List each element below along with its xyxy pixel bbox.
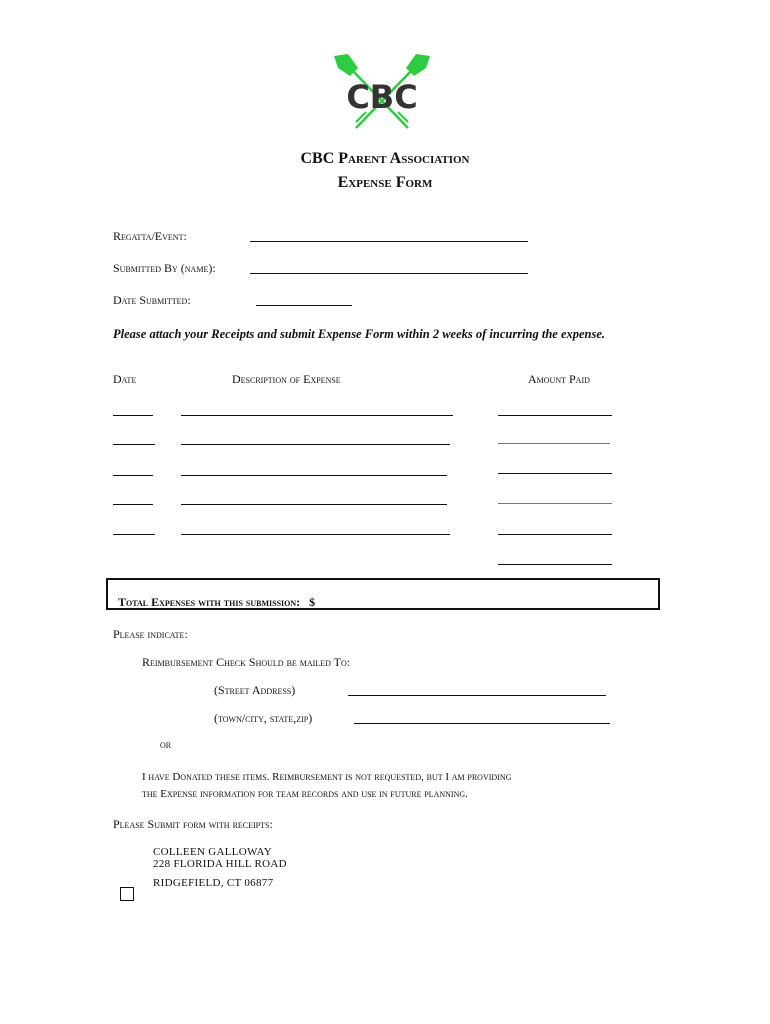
total-label [118, 595, 315, 610]
cbc-logo [326, 52, 438, 132]
amount-field-3[interactable] [498, 473, 612, 474]
description-field-1[interactable] [181, 415, 453, 416]
amount-field-4[interactable] [498, 503, 612, 504]
description-field-4[interactable] [181, 504, 447, 505]
date-field-1[interactable] [113, 415, 153, 416]
amount-field-6[interactable] [498, 564, 612, 565]
currency-symbol: $ [309, 595, 316, 609]
town-label: (town/city, state,zip) [214, 711, 313, 725]
submitted-by-field[interactable] [250, 273, 528, 274]
address-street: 228 FLORIDA HILL ROAD [153, 858, 287, 870]
submit-heading: Please Submit form with receipts: [113, 817, 273, 831]
regatta-label: Regatta/Event: [113, 229, 187, 243]
donated-line-2: the Expense information for team records and use in future planning. [142, 788, 468, 800]
or-text: or [160, 739, 172, 751]
date-submitted-field[interactable] [256, 305, 352, 306]
please-indicate: Please indicate: [113, 627, 188, 641]
amount-field-2[interactable] [498, 443, 610, 444]
town-field[interactable] [354, 723, 610, 724]
description-header: Description of Expense [232, 372, 341, 386]
date-field-5[interactable] [113, 534, 155, 535]
date-header: Date [113, 372, 137, 386]
donated-line-1: I have Donated these items. Reimbursement is not requested, but I am providing [142, 771, 512, 783]
date-field-4[interactable] [113, 504, 153, 505]
description-field-5[interactable] [181, 534, 450, 535]
form-title-line2: Expense Form [337, 174, 433, 191]
submitted-by-label: Submitted By (name): [113, 261, 216, 275]
total-box [106, 578, 660, 610]
logo-text: CBC [346, 78, 418, 116]
date-field-3[interactable] [113, 475, 153, 476]
date-field-2[interactable] [113, 444, 155, 445]
description-field-2[interactable] [181, 444, 450, 445]
donated-checkbox[interactable] [120, 887, 134, 901]
form-title-line1: CBC Parent Association [300, 150, 470, 167]
address-city: RIDGEFIELD, CT 06877 [153, 877, 274, 889]
street-field[interactable] [348, 695, 606, 696]
street-label: (Street Address) [214, 683, 296, 697]
description-field-3[interactable] [181, 475, 447, 476]
amount-header: Amount Paid [528, 372, 590, 386]
date-submitted-label: Date Submitted: [113, 293, 191, 307]
instructions: Please attach your Receipts and submit Expense Form within 2 weeks of incurring the expense. [113, 327, 606, 341]
address-name: COLLEEN GALLOWAY [153, 846, 272, 858]
amount-field-5[interactable] [498, 534, 612, 535]
amount-field-1[interactable] [498, 415, 612, 416]
total-label-text: Total Expenses with this submission: [118, 595, 301, 609]
regatta-field[interactable] [250, 241, 528, 242]
reimburse-heading: Reimbursement Check Should be mailed To: [142, 655, 351, 669]
